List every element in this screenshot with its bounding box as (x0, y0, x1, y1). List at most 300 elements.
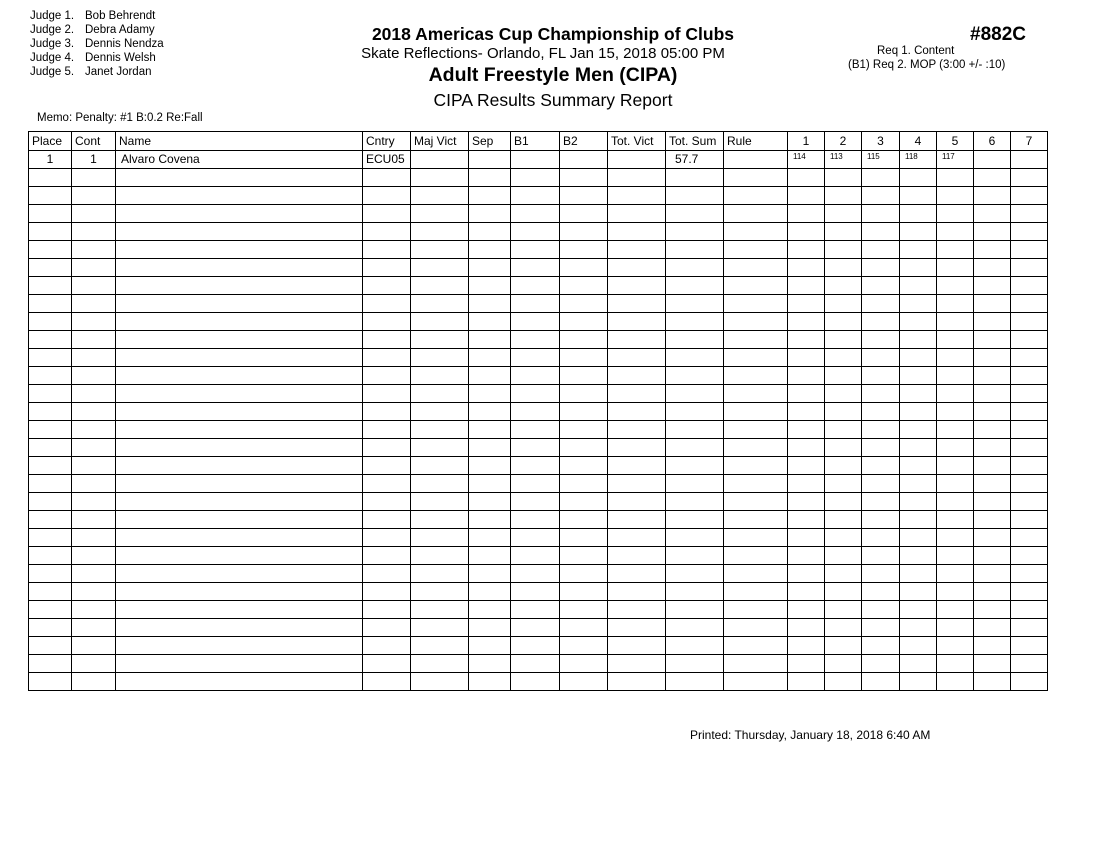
empty-cell (560, 601, 608, 619)
empty-cell (560, 187, 608, 205)
column-header-judge-2: 2 (825, 132, 862, 151)
empty-cell (900, 385, 937, 403)
judge-label: Judge 1. (30, 10, 75, 22)
empty-cell (511, 673, 560, 691)
table-row-empty (29, 367, 1048, 385)
empty-cell (511, 367, 560, 385)
empty-cell (72, 403, 116, 421)
table-row-empty (29, 313, 1048, 331)
empty-cell (974, 241, 1011, 259)
table-row-empty (29, 547, 1048, 565)
empty-cell (666, 439, 724, 457)
empty-cell (511, 187, 560, 205)
column-header-judge-7: 7 (1011, 132, 1048, 151)
empty-cell (72, 619, 116, 637)
table-body (29, 151, 1048, 691)
empty-cell (29, 277, 72, 295)
empty-cell (29, 349, 72, 367)
empty-cell (666, 673, 724, 691)
empty-cell (1011, 349, 1048, 367)
empty-cell (560, 655, 608, 673)
empty-cell (788, 511, 825, 529)
empty-cell (974, 259, 1011, 277)
empty-cell (974, 511, 1011, 529)
empty-cell (724, 331, 788, 349)
requirements (830, 44, 1030, 72)
empty-cell (608, 511, 666, 529)
empty-cell (411, 259, 469, 277)
empty-cell (469, 457, 511, 475)
empty-cell (724, 169, 788, 187)
empty-cell (560, 547, 608, 565)
empty-cell (724, 511, 788, 529)
empty-cell (724, 385, 788, 403)
empty-cell (560, 169, 608, 187)
empty-cell (116, 205, 363, 223)
empty-cell (116, 511, 363, 529)
empty-cell (1011, 205, 1048, 223)
judge-label: Judge 2. (30, 24, 75, 36)
empty-cell (1011, 511, 1048, 529)
empty-cell (363, 547, 411, 565)
empty-cell (608, 529, 666, 547)
empty-cell (788, 331, 825, 349)
empty-cell (974, 439, 1011, 457)
empty-cell (974, 187, 1011, 205)
judge-7-score-cell (1011, 151, 1048, 169)
empty-cell (862, 169, 900, 187)
empty-cell (560, 457, 608, 475)
column-header-cntry: Cntry (363, 132, 411, 151)
column-header-maj-vict: Maj Vict (411, 132, 469, 151)
empty-cell (363, 583, 411, 601)
empty-cell (937, 205, 974, 223)
empty-cell (900, 439, 937, 457)
empty-cell (511, 547, 560, 565)
empty-cell (411, 475, 469, 493)
empty-cell (1011, 295, 1048, 313)
empty-cell (411, 385, 469, 403)
empty-cell (511, 655, 560, 673)
empty-cell (411, 367, 469, 385)
empty-cell (724, 205, 788, 223)
empty-cell (560, 583, 608, 601)
empty-cell (788, 277, 825, 295)
empty-cell (116, 169, 363, 187)
empty-cell (411, 223, 469, 241)
judge-2-score-cell: 113 (825, 151, 862, 169)
empty-cell (469, 565, 511, 583)
empty-cell (1011, 331, 1048, 349)
empty-cell (862, 385, 900, 403)
empty-cell (788, 241, 825, 259)
empty-cell (974, 169, 1011, 187)
empty-cell (29, 493, 72, 511)
empty-cell (116, 439, 363, 457)
empty-cell (363, 565, 411, 583)
empty-cell (469, 655, 511, 673)
empty-cell (363, 349, 411, 367)
table-row-empty (29, 169, 1048, 187)
empty-cell (363, 169, 411, 187)
empty-cell (116, 493, 363, 511)
empty-cell (363, 295, 411, 313)
empty-cell (72, 529, 116, 547)
empty-cell (666, 403, 724, 421)
empty-cell (862, 529, 900, 547)
column-header-judge-5: 5 (937, 132, 974, 151)
empty-cell (974, 637, 1011, 655)
empty-cell (788, 583, 825, 601)
empty-cell (724, 601, 788, 619)
empty-cell (72, 349, 116, 367)
empty-cell (862, 295, 900, 313)
empty-cell (29, 475, 72, 493)
empty-cell (29, 259, 72, 277)
table-row-empty (29, 493, 1048, 511)
empty-cell (608, 655, 666, 673)
empty-cell (511, 403, 560, 421)
empty-cell (469, 169, 511, 187)
table-row-empty (29, 457, 1048, 475)
table-row-empty (29, 475, 1048, 493)
empty-cell (469, 421, 511, 439)
table-header-row (29, 132, 1048, 151)
empty-cell (560, 475, 608, 493)
empty-cell (862, 367, 900, 385)
empty-cell (469, 547, 511, 565)
empty-cell (788, 457, 825, 475)
empty-cell (511, 331, 560, 349)
memo: Memo: Penalty: #1 B:0.2 Re:Fall (37, 112, 203, 124)
venue-date: Skate Reflections- Orlando, FL Jan 15, 2018 05:00 PM (361, 45, 725, 62)
empty-cell (666, 601, 724, 619)
empty-cell (72, 601, 116, 619)
table-row-empty (29, 349, 1048, 367)
empty-cell (900, 259, 937, 277)
empty-cell (900, 547, 937, 565)
empty-cell (511, 529, 560, 547)
empty-cell (72, 223, 116, 241)
empty-cell (862, 601, 900, 619)
empty-cell (900, 241, 937, 259)
maj-vict-cell (411, 151, 469, 169)
empty-cell (666, 313, 724, 331)
empty-cell (862, 331, 900, 349)
empty-cell (974, 673, 1011, 691)
empty-cell (825, 313, 862, 331)
empty-cell (116, 529, 363, 547)
empty-cell (724, 223, 788, 241)
empty-cell (666, 367, 724, 385)
empty-cell (862, 583, 900, 601)
empty-cell (363, 403, 411, 421)
empty-cell (560, 529, 608, 547)
empty-cell (363, 619, 411, 637)
empty-cell (560, 385, 608, 403)
empty-cell (363, 205, 411, 223)
table-row-empty (29, 295, 1048, 313)
empty-cell (511, 619, 560, 637)
empty-cell (72, 259, 116, 277)
empty-cell (1011, 187, 1048, 205)
empty-cell (788, 385, 825, 403)
empty-cell (900, 565, 937, 583)
empty-cell (900, 349, 937, 367)
column-header-b2: B2 (560, 132, 608, 151)
empty-cell (116, 187, 363, 205)
empty-cell (788, 205, 825, 223)
empty-cell (937, 493, 974, 511)
b1-cell (511, 151, 560, 169)
empty-cell (974, 403, 1011, 421)
requirement-item: (B1) Req 2. MOP (3:00 +/- :10) (848, 59, 1006, 71)
empty-cell (788, 169, 825, 187)
empty-cell (900, 403, 937, 421)
empty-cell (560, 565, 608, 583)
table-row-empty (29, 637, 1048, 655)
empty-cell (937, 187, 974, 205)
empty-cell (411, 493, 469, 511)
empty-cell (1011, 367, 1048, 385)
table-row-empty (29, 421, 1048, 439)
empty-cell (511, 511, 560, 529)
empty-cell (666, 169, 724, 187)
judge-name: Dennis Welsh (85, 52, 156, 64)
table-row-empty (29, 655, 1048, 673)
empty-cell (937, 277, 974, 295)
empty-cell (788, 259, 825, 277)
empty-cell (469, 619, 511, 637)
column-header-judge-6: 6 (974, 132, 1011, 151)
empty-cell (724, 241, 788, 259)
empty-cell (469, 439, 511, 457)
table-row-empty (29, 511, 1048, 529)
empty-cell (411, 655, 469, 673)
empty-cell (116, 421, 363, 439)
judge-entry (30, 9, 164, 23)
empty-cell (469, 241, 511, 259)
empty-cell (825, 511, 862, 529)
empty-cell (29, 529, 72, 547)
empty-cell (560, 259, 608, 277)
empty-cell (862, 655, 900, 673)
empty-cell (608, 205, 666, 223)
empty-cell (608, 367, 666, 385)
empty-cell (862, 547, 900, 565)
empty-cell (608, 439, 666, 457)
empty-cell (72, 493, 116, 511)
empty-cell (724, 619, 788, 637)
empty-cell (724, 547, 788, 565)
empty-cell (608, 601, 666, 619)
empty-cell (900, 619, 937, 637)
empty-cell (29, 601, 72, 619)
empty-cell (29, 457, 72, 475)
empty-cell (788, 223, 825, 241)
empty-cell (560, 673, 608, 691)
empty-cell (411, 637, 469, 655)
empty-cell (937, 583, 974, 601)
empty-cell (666, 457, 724, 475)
empty-cell (29, 385, 72, 403)
empty-cell (411, 205, 469, 223)
cont-cell: 1 (72, 151, 116, 169)
empty-cell (974, 385, 1011, 403)
empty-cell (788, 313, 825, 331)
empty-cell (724, 673, 788, 691)
empty-cell (825, 619, 862, 637)
empty-cell (363, 259, 411, 277)
judge-name: Janet Jordan (85, 66, 152, 78)
judge-entry (30, 37, 164, 51)
empty-cell (788, 367, 825, 385)
empty-cell (1011, 673, 1048, 691)
empty-cell (666, 619, 724, 637)
empty-cell (608, 241, 666, 259)
empty-cell (363, 439, 411, 457)
empty-cell (116, 277, 363, 295)
table-row-empty (29, 241, 1048, 259)
empty-cell (29, 637, 72, 655)
empty-cell (469, 385, 511, 403)
empty-cell (666, 493, 724, 511)
empty-cell (862, 457, 900, 475)
empty-cell (469, 493, 511, 511)
empty-cell (937, 547, 974, 565)
empty-cell (29, 421, 72, 439)
empty-cell (862, 205, 900, 223)
empty-cell (29, 331, 72, 349)
empty-cell (116, 349, 363, 367)
empty-cell (974, 475, 1011, 493)
empty-cell (363, 655, 411, 673)
empty-cell (825, 241, 862, 259)
empty-cell (511, 583, 560, 601)
column-header-b1: B1 (511, 132, 560, 151)
empty-cell (72, 313, 116, 331)
empty-cell (511, 313, 560, 331)
empty-cell (666, 511, 724, 529)
empty-cell (29, 547, 72, 565)
event-title: Adult Freestyle Men (CIPA) (428, 64, 678, 86)
column-header-name: Name (116, 132, 363, 151)
printed-timestamp: Printed: Thursday, January 18, 2018 6:40 AM (690, 728, 931, 742)
table-row-empty (29, 565, 1048, 583)
empty-cell (560, 493, 608, 511)
empty-cell (116, 313, 363, 331)
empty-cell (666, 205, 724, 223)
empty-cell (974, 457, 1011, 475)
empty-cell (974, 421, 1011, 439)
empty-cell (511, 421, 560, 439)
empty-cell (666, 385, 724, 403)
empty-cell (411, 619, 469, 637)
empty-cell (1011, 385, 1048, 403)
empty-cell (469, 331, 511, 349)
empty-cell (72, 475, 116, 493)
empty-cell (825, 205, 862, 223)
competition-title: 2018 Americas Cup Championship of Clubs (371, 24, 735, 44)
empty-cell (825, 547, 862, 565)
judge-name: Bob Behrendt (85, 10, 156, 22)
empty-cell (1011, 565, 1048, 583)
empty-cell (724, 493, 788, 511)
empty-cell (862, 565, 900, 583)
empty-cell (72, 277, 116, 295)
empty-cell (724, 403, 788, 421)
empty-cell (788, 475, 825, 493)
empty-cell (116, 295, 363, 313)
table-row (29, 151, 1048, 169)
empty-cell (511, 385, 560, 403)
empty-cell (974, 529, 1011, 547)
empty-cell (116, 583, 363, 601)
empty-cell (411, 565, 469, 583)
empty-cell (116, 547, 363, 565)
empty-cell (411, 439, 469, 457)
empty-cell (411, 403, 469, 421)
empty-cell (411, 187, 469, 205)
empty-cell (411, 295, 469, 313)
empty-cell (608, 331, 666, 349)
empty-cell (363, 223, 411, 241)
empty-cell (825, 367, 862, 385)
empty-cell (72, 367, 116, 385)
empty-cell (116, 403, 363, 421)
empty-cell (825, 457, 862, 475)
empty-cell (666, 637, 724, 655)
empty-cell (974, 349, 1011, 367)
empty-cell (608, 223, 666, 241)
empty-cell (72, 637, 116, 655)
empty-cell (862, 637, 900, 655)
empty-cell (72, 547, 116, 565)
table-row-empty (29, 385, 1048, 403)
results-table (28, 131, 1048, 691)
empty-cell (862, 277, 900, 295)
empty-cell (511, 565, 560, 583)
empty-cell (825, 349, 862, 367)
empty-cell (825, 583, 862, 601)
empty-cell (937, 673, 974, 691)
empty-cell (724, 295, 788, 313)
empty-cell (411, 673, 469, 691)
empty-cell (825, 439, 862, 457)
empty-cell (469, 403, 511, 421)
empty-cell (937, 367, 974, 385)
empty-cell (666, 655, 724, 673)
empty-cell (363, 601, 411, 619)
empty-cell (862, 493, 900, 511)
rule-cell (724, 151, 788, 169)
judge-entry (30, 23, 164, 37)
empty-cell (974, 277, 1011, 295)
empty-cell (974, 619, 1011, 637)
empty-cell (788, 655, 825, 673)
empty-cell (29, 313, 72, 331)
empty-cell (363, 367, 411, 385)
empty-cell (825, 403, 862, 421)
empty-cell (937, 475, 974, 493)
empty-cell (788, 421, 825, 439)
empty-cell (788, 493, 825, 511)
empty-cell (29, 367, 72, 385)
empty-cell (1011, 403, 1048, 421)
empty-cell (666, 259, 724, 277)
empty-cell (560, 439, 608, 457)
empty-cell (724, 655, 788, 673)
